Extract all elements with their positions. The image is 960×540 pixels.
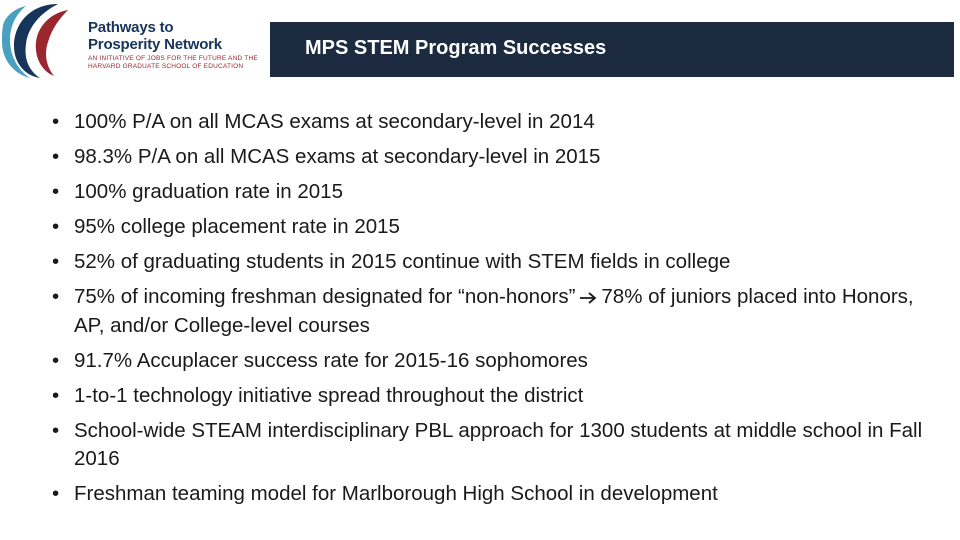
bullet-dot: • bbox=[52, 110, 60, 133]
bullet-item bbox=[52, 248, 942, 277]
bullet-text-after-arrow: 78% of juniors placed into Honors, AP, and/or College-level courses bbox=[74, 285, 914, 337]
bullet-text: 98.3% P/A on all MCAS exams at secondary-level in 2015 bbox=[74, 145, 601, 168]
bullet-item bbox=[52, 480, 942, 509]
bullet-dot: • bbox=[52, 250, 60, 273]
bullet-item bbox=[52, 347, 942, 376]
bullet-dot: • bbox=[52, 145, 60, 168]
logo-title-line1: Pathways to bbox=[88, 19, 174, 36]
right-arrow-icon bbox=[579, 291, 597, 305]
slide-title: MPS STEM Program Successes bbox=[305, 37, 607, 59]
bullet-text: 91.7% Accuplacer success rate for 2015-16 sophomores bbox=[74, 348, 588, 372]
bullet-dot: • bbox=[52, 285, 60, 308]
bullet-item bbox=[52, 143, 942, 172]
bullet-item bbox=[52, 108, 942, 137]
logo-title-line2: Prosperity Network bbox=[88, 36, 222, 53]
bullet-dot: • bbox=[52, 418, 60, 442]
bullet-list bbox=[52, 108, 942, 515]
bullet-dot: • bbox=[52, 383, 60, 407]
bullet-text: 52% of graduating students in 2015 continue with STEM fields in college bbox=[74, 250, 731, 273]
bullet-dot: • bbox=[52, 348, 60, 372]
bullet-text: 100% graduation rate in 2015 bbox=[74, 180, 343, 203]
bullet-item bbox=[52, 178, 942, 207]
bullet-text: 1-to-1 technology initiative spread throughout the district bbox=[74, 383, 584, 407]
bullet-text: School-wide STEAM interdisciplinary PBL approach for 1300 students at middle school in Fall 2016 bbox=[74, 418, 923, 470]
bullet-text: 100% P/A on all MCAS exams at secondary-level in 2014 bbox=[74, 110, 595, 133]
bullet-dot: • bbox=[52, 215, 60, 238]
logo-swoosh-icon bbox=[0, 0, 90, 80]
bullet-dot: • bbox=[52, 180, 60, 203]
bullet-item bbox=[52, 417, 942, 474]
bullet-item bbox=[52, 283, 942, 340]
bullet-dot: • bbox=[52, 482, 60, 505]
bullet-text: Freshman teaming model for Marlborough High School in development bbox=[74, 482, 718, 505]
bullet-item bbox=[52, 213, 942, 242]
logo bbox=[0, 0, 270, 80]
bullet-text-before-arrow: 75% of incoming freshman designated for “non-honors” bbox=[74, 285, 576, 308]
bullet-item bbox=[52, 382, 942, 411]
logo-tagline: AN INITIATIVE OF JOBS FOR THE FUTURE AND THE HARVARD GRADUATE SCHOOL OF EDUCATION bbox=[88, 55, 258, 70]
bullet-text: 95% college placement rate in 2015 bbox=[74, 215, 400, 238]
